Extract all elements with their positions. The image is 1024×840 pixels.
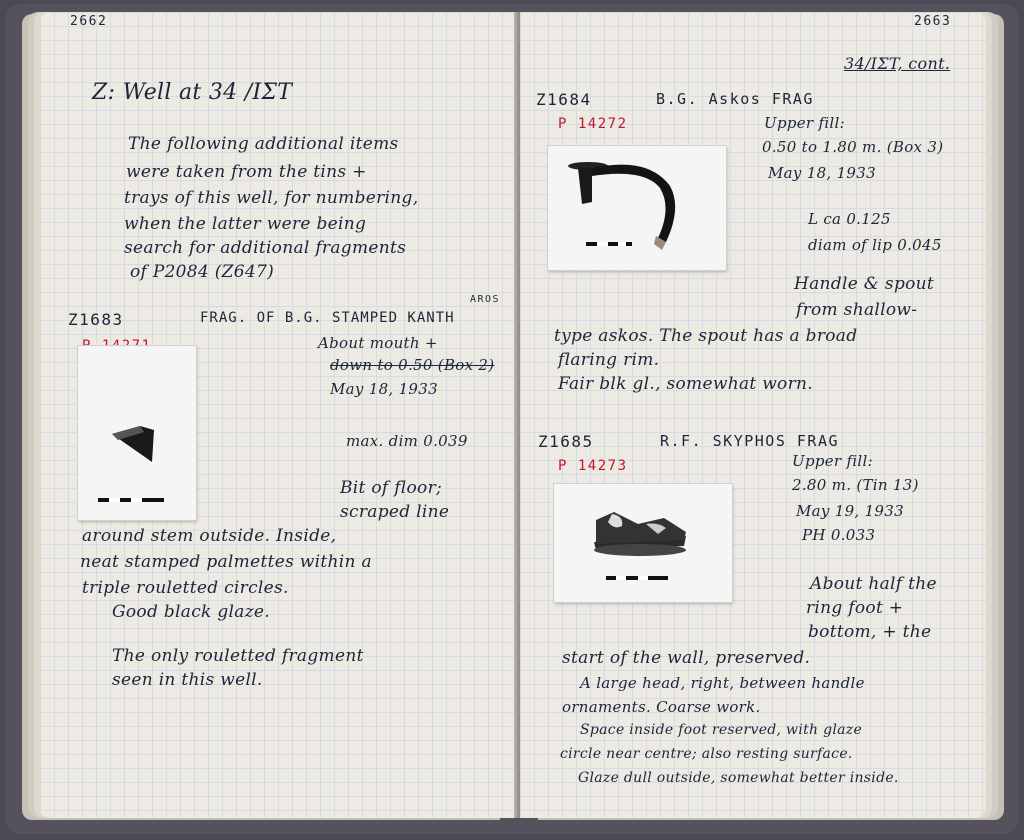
desc-line-4: neat stamped palmettes within a	[80, 552, 372, 572]
entry-title: FRAG. OF B.G. STAMPED KANTH	[200, 310, 455, 326]
intro-line-1: The following additional items	[128, 134, 399, 154]
entry2-desc-2: ring foot +	[806, 598, 904, 618]
entry2-desc-6: ornaments. Coarse work.	[562, 698, 761, 716]
desc-line-5: triple rouletted circles.	[82, 578, 289, 598]
entry1-number: Z1684	[536, 90, 592, 109]
intro-line-2: were taken from the tins +	[126, 162, 367, 182]
intro-line-5: search for additional fragments	[124, 238, 407, 258]
desc-line-2: scraped line	[340, 502, 450, 522]
entry2-desc-4: start of the wall, preserved.	[562, 648, 811, 668]
desc-line-6: Good black glaze.	[112, 602, 270, 622]
intro-line-4: when the latter were being	[124, 214, 367, 234]
entry2-title: R.F. SKYPHOS FRAG	[660, 432, 840, 450]
intro-line-6: of P2084 (Z647)	[130, 262, 275, 282]
entry2-detail-3: May 19, 1933	[796, 502, 904, 520]
scale-bar	[98, 498, 164, 502]
entry1-detail-2: 0.50 to 1.80 m. (Box 3)	[762, 138, 944, 156]
entry2-detail-4: PH 0.033	[802, 526, 876, 544]
entry2-detail-2: 2.80 m. (Tin 13)	[792, 476, 919, 494]
entry2-desc-9: Glaze dull outside, somewhat better inside.	[578, 770, 899, 786]
skyphos-image	[554, 484, 732, 602]
entry1-desc-1: Handle & spout	[794, 274, 935, 294]
entry2-number: Z1685	[538, 432, 594, 451]
askos-image	[548, 146, 726, 270]
entry1-p-number: P 14272	[558, 116, 628, 132]
entry2-desc-8: circle near centre; also resting surface.	[560, 746, 853, 762]
note-line-2: seen in this well.	[112, 670, 263, 690]
entry2-desc-3: bottom, + the	[808, 622, 932, 642]
left-page	[40, 12, 518, 818]
measure: max. dim 0.039	[346, 432, 468, 450]
left-page-number: 2662	[70, 14, 108, 29]
well-heading: Z: Well at 34 /ΙΣT	[92, 80, 293, 105]
detail-line-2: down to 0.50 (Box 2)	[330, 356, 495, 374]
entry1-desc-2: from shallow-	[796, 300, 918, 320]
skyphos-photo	[554, 484, 732, 602]
intro-line-3: trays of this well, for numbering,	[124, 188, 419, 208]
entry2-desc-5: A large head, right, between handle	[580, 674, 865, 692]
entry1-desc-5: Fair blk gl., somewhat worn.	[558, 374, 813, 394]
detail-line-3: May 18, 1933	[330, 380, 438, 398]
entry-number: Z1683	[68, 310, 124, 329]
entry1-detail-3: May 18, 1933	[768, 164, 876, 182]
desc-line-1: Bit of floor;	[340, 478, 443, 498]
entry1-detail-1: Upper fill:	[764, 114, 845, 132]
entry2-desc-7: Space inside foot reserved, with glaze	[580, 722, 863, 738]
entry-title-tail: AROS	[470, 294, 501, 305]
entry1-desc-3: type askos. The spout has a broad	[554, 326, 858, 346]
entry2-detail-1: Upper fill:	[792, 452, 873, 470]
askos-photo	[548, 146, 726, 270]
right-page-number: 2663	[914, 14, 952, 29]
scale-bar	[586, 242, 632, 246]
entry1-measure-1: L ca 0.125	[808, 210, 891, 228]
detail-line-1: About mouth +	[318, 334, 438, 352]
note-line-1: The only rouletted fragment	[112, 646, 364, 666]
desc-line-3: around stem outside. Inside,	[82, 526, 337, 546]
entry2-desc-1: About half the	[810, 574, 937, 594]
entry2-p-number: P 14273	[558, 458, 628, 474]
fragment-photo	[78, 346, 196, 520]
entry1-measure-2: diam of lip 0.045	[808, 236, 942, 254]
header-ref: 34/ΙΣT, cont.	[844, 54, 951, 73]
scale-bar	[606, 576, 668, 580]
entry1-desc-4: flaring rim.	[558, 350, 660, 370]
entry1-title: B.G. Askos FRAG	[656, 90, 814, 108]
right-page	[520, 12, 986, 818]
sherd-image	[78, 346, 196, 520]
